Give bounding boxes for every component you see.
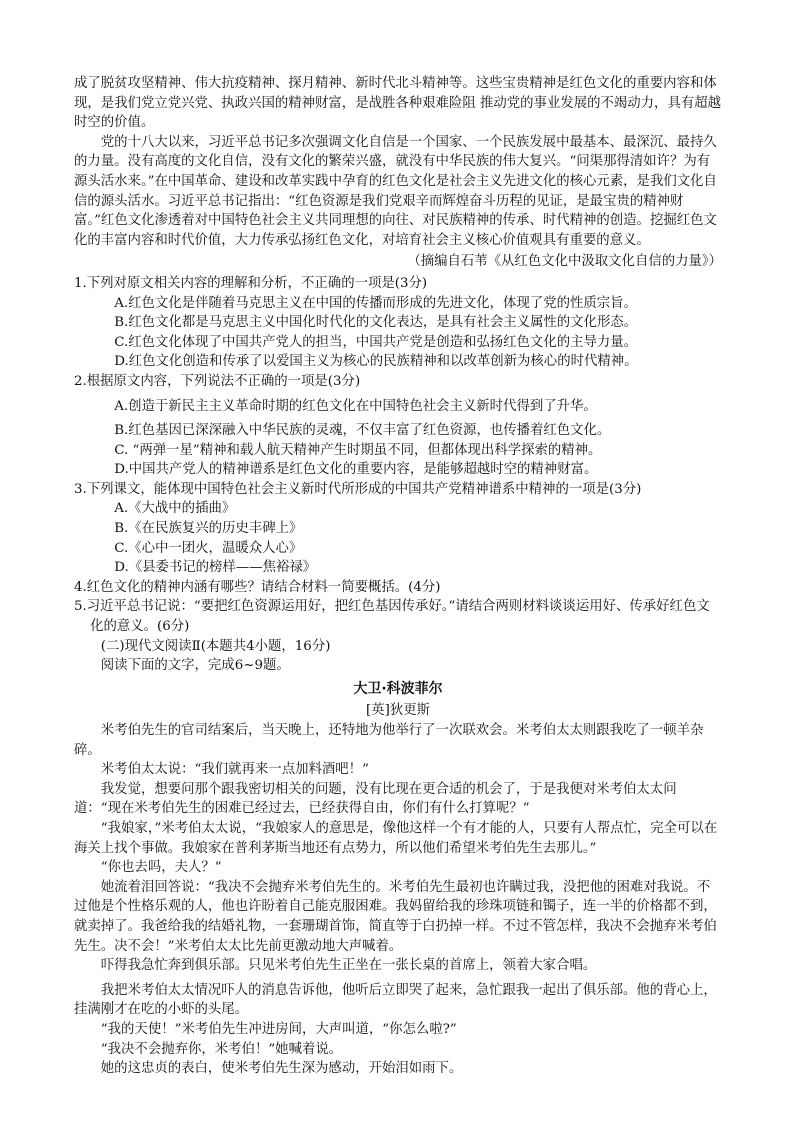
story-paragraph: “我决不会抛弃你，米考伯！”她喊着说。 — [100, 1041, 343, 1057]
story-paragraph: “我的天使！”米考伯先生冲进房间，大声叫道，“你怎么啦?” — [100, 1021, 457, 1037]
question-5-stem: 5.习近平总书记说：“要把红色资源运用好，把红色基因传承好。”请结合两则材料谈谈运用好、传承好红色文化的意义。(6分) — [74, 599, 710, 635]
question-4-stem: 4.红色文化的精神内涵有哪些？请结合材料一简要概括。(4分) — [74, 579, 441, 595]
passage-paragraph: 党的十八大以来，习近平总书记多次强调文化自信是一个国家、一个民族发展中最基本、最深沉、最持久的力量。没有高度的文化自信，没有文化的繁荣兴盛，就没有中华民族的伟大复兴。“问渠那得清如许？为有源头活水来。”在中国革命、建设和改革实践中孕育的红色文化是社会主义先进文化的核心元素，是我们文化自信的源头活水。习近平总书记指出：“红色资源是我们党艰辛而辉煌奋斗历程的见证，是最宝贵的精神财富。”红色文化渗透着对中国特色社会主义共同理想的向往、对民族精神的传承、时代精神的创造。挖掘红色文化的丰富内容和时代价值，大力传承弘扬红色文化，对培育社会主义核心价值观具有重要的意义。 — [74, 134, 717, 248]
story-paragraph: 她的这忠贞的表白，使米考伯先生深为感动，开始泪如雨下。 — [100, 1061, 463, 1077]
story-title: 大卫·科波菲尔 — [353, 680, 443, 697]
question-2-option-a: A.创造于新民主主义革命时期的红色文化在中国特色社会主义新时代得到了升华。 — [114, 398, 597, 414]
section-instruction: 阅读下面的文字，完成6~9题。 — [100, 658, 290, 674]
story-paragraph: “你也去吗，夫人？” — [100, 860, 222, 876]
story-paragraph: 吓得我急忙奔到俱乐部。只见米考伯先生正坐在一张长桌的首席上，领着大家合唱。 — [100, 958, 597, 974]
question-1-option-c: C.红色文化体现了中国共产党人的担当，中国共产党是创造和弘扬红色文化的主导力量。 — [114, 334, 638, 350]
question-1-stem: 1.下列对原文相关内容的理解和分析，不正确的一项是(3分) — [74, 275, 428, 291]
story-paragraph: 我发觉，想要问那个跟我密切相关的问题，没有比现在更合适的机会了，于是我便对米考伯太太问道：“现在米考伯先生的困难已经过去，已经获得自由，你们有什么打算呢？” — [74, 781, 677, 817]
question-3-option-c: C.《心中一团火，温暖众人心》 — [114, 540, 303, 556]
question-1-option-d: D.红色文化创造和传承了以爱国主义为核心的民族精神和以改革创新为核心的时代精神。 — [114, 354, 638, 370]
story-author: [英]狄更斯 — [365, 703, 430, 719]
question-1-option-a: A.红色文化是伴随着马克思主义在中国的传播而形成的先进文化，体现了党的性质宗旨。 — [114, 295, 637, 311]
question-3-option-b: B.《在民族复兴的历史丰碑上》 — [114, 521, 303, 537]
question-2-option-c: C. “两弹一星”精神和载人航天精神产生时期虽不同，但都体现出科学探索的精神。 — [114, 442, 602, 458]
story-paragraph: 她流着泪回答说：“我决不会抛弃米考伯先生的。米考伯先生最初也许瞒过我，没把他的困难对我说。不过他是个性格乐观的人，他也许盼着自己能克服困难。我妈留给我的珍珠项链和镯子，连一半的价格都不到，就卖掉了。我爸给我的结婚礼物，一套珊瑚首饰，简直等于白扔掉一样。不过不管怎样，我决不会抛弃米考伯先生。决不会！”米考伯太太比先前更激动地大声喊着。 — [74, 879, 717, 954]
passage-source: （摘编自石苇《从红色文化中汲取文化自信的力量》） — [407, 254, 722, 270]
section-heading: (二)现代文阅读Ⅱ(本题共4小题，16分) — [100, 638, 331, 654]
exam-page — [74, 74, 722, 1079]
story-paragraph: “我娘家，”米考伯太太说，“我娘家人的意思是，像他这样一个有才能的人，只要有人帮点忙，完全可以在海关上找个事做。我娘家在普利茅斯当地还有点势力，所以他们希望米考伯先生去那儿。” — [74, 820, 718, 856]
story-paragraph: 我把米考伯太太情况吓人的消息告诉他，他听后立即哭了起来，急忙跟我一起出了俱乐部。他的背心上，挂满刚才在吃的小虾的头尾。 — [74, 982, 717, 1018]
question-1-option-b: B.红色文化都是马克思主义中国化时代化的文化表达，是具有社会主义属性的文化形态。 — [114, 315, 638, 331]
question-3-stem: 3.下列课文，能体现中国特色社会主义新时代所形成的中国共产党精神谱系中精神的一项是(3分) — [74, 481, 642, 497]
question-2-option-b: B.红色基因已深深融入中华民族的灵魂，不仅丰富了红色资源，也传播着红色文化。 — [114, 423, 611, 439]
question-2-stem: 2.根据原文内容，下列说法不正确的一项是(3分) — [74, 373, 361, 389]
story-paragraph: 米考伯先生的官司结案后，当天晚上，还特地为他举行了一次联欢会。米考伯太太则跟我吃了一顿羊杂碎。 — [74, 723, 704, 758]
question-2-option-d: D.中国共产党人的精神谱系是红色文化的重要内容，是能够超越时空的精神财富。 — [114, 462, 598, 478]
passage-paragraph-continued: 成了脱贫攻坚精神、伟大抗疫精神、探月精神、新时代北斗精神等。这些宝贵精神是红色文化的重要内容和体现，是我们党立党兴党、执政兴国的精神财富，是战胜各种艰难险阻 推动党的事业发展的不竭动力，具有超越时空的价值。 — [74, 76, 722, 131]
story-paragraph: 米考伯太太说：“我们就再来一点加料酒吧！” — [100, 762, 369, 778]
question-3-option-a: A.《大战中的插曲》 — [114, 501, 236, 517]
question-3-option-d: D.《县委书记的榜样——焦裕禄》 — [114, 560, 317, 576]
